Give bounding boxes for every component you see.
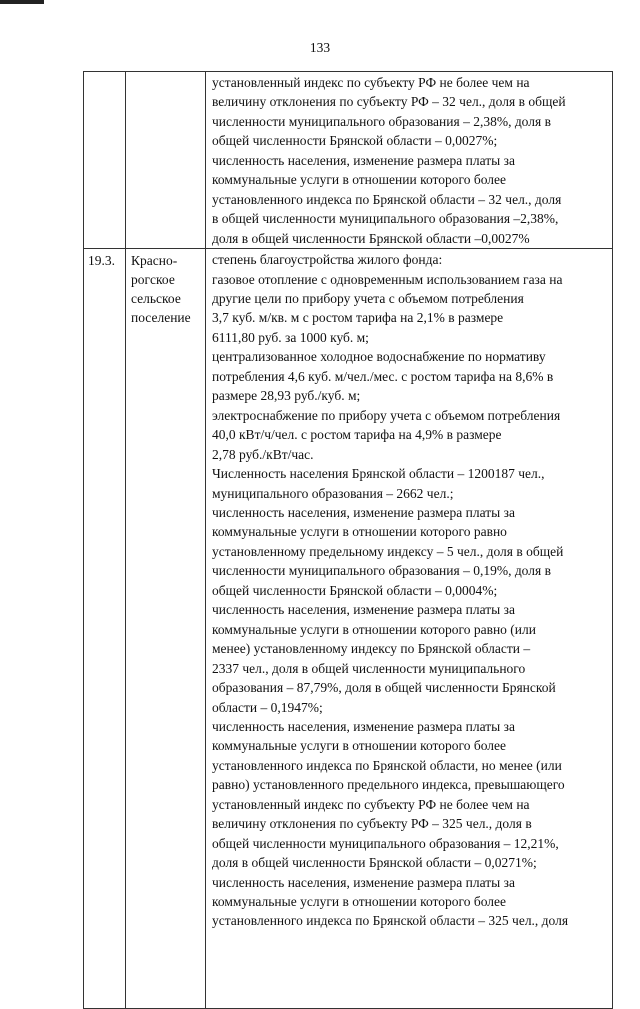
settlement-name: [126, 249, 206, 1009]
text-line: установленного индекса по Брянской области, но менее (или: [212, 757, 562, 773]
text-line: 3,7 куб. м/кв. м с ростом тарифа на 2,1% в размере: [212, 310, 504, 326]
text-line: численность населения, изменение размера платы за: [212, 152, 515, 168]
document-table: [83, 71, 613, 1009]
text-line: установленный индекс по субъекту РФ не более чем на: [212, 796, 530, 812]
text-line: общей численности Брянской области – 0,0027%;: [212, 133, 498, 149]
text-line: численности муниципального образования – 0,19%, доля в: [212, 563, 551, 579]
text-line: газовое отопление с одновременным использованием газа на: [212, 271, 563, 287]
text-line: численности муниципального образования – 2,38%, доля в: [212, 113, 551, 129]
name-line: рогское: [131, 272, 175, 288]
name-line: Красно-: [131, 253, 178, 269]
text-line: 2337 чел., доля в общей численности муниципального: [212, 660, 526, 676]
text-line: величину отклонения по субъекту РФ – 325 чел., доля в: [212, 816, 532, 832]
text-line: 2,78 руб./кВт/час.: [212, 446, 314, 462]
text-line: коммунальные услуги в отношении которого более: [212, 894, 506, 910]
text-line: размере 28,93 руб./куб. м;: [212, 388, 361, 404]
name-line: поселение: [131, 310, 191, 326]
text-line: 40,0 кВт/ч/чел. с ростом тарифа на 4,9% в размере: [212, 427, 502, 443]
text-line: численность населения, изменение размера платы за: [212, 718, 515, 734]
text-line: установленный индекс по субъекту РФ не более чем на: [212, 75, 530, 90]
text-line: области – 0,1947%;: [212, 699, 323, 715]
number-cell: [84, 72, 126, 249]
text-line: электроснабжение по прибору учета с объемом потребления: [212, 407, 561, 423]
text-line: численность населения, изменение размера платы за: [212, 602, 515, 618]
text-line: образования – 87,79%, доля в общей численности Брянской: [212, 680, 556, 696]
name-cell: [126, 72, 206, 249]
text-line: степень благоустройства жилого фонда:: [212, 252, 443, 268]
page-number: 133: [309, 40, 331, 55]
text-line: численность населения, изменение размера платы за: [212, 874, 515, 890]
text-line: установленному предельному индексу – 5 чел., доля в общей: [212, 543, 564, 559]
name-line: сельское: [131, 291, 181, 307]
text-line: доля в общей численности Брянской области – 0,0271%;: [212, 855, 537, 871]
text-line: доля в общей численности Брянской области –0,0027%: [212, 230, 530, 246]
text-line: коммунальные услуги в отношении которого более: [212, 172, 506, 188]
table-row-19-3: [84, 249, 613, 1009]
text-line: величину отклонения по субъекту РФ – 32 чел., доля в общей: [212, 94, 566, 110]
text-line: другие цели по прибору учета с объемом потребления: [212, 290, 524, 306]
text-line: общей численности муниципального образования – 12,21%,: [212, 835, 559, 851]
text-line: централизованное холодное водоснабжение по нормативу: [212, 349, 546, 365]
text-cell: [206, 72, 613, 249]
text-line: коммунальные услуги в отношении которого равно: [212, 524, 507, 540]
text-line: в общей численности муниципального образования –2,38%,: [212, 211, 559, 227]
text-line: коммунальные услуги в отношении которого более: [212, 738, 506, 754]
text-line: Численность населения Брянской области – 1200187 чел.,: [212, 466, 545, 482]
text-line: менее) установленному индексу по Брянской области –: [212, 641, 531, 657]
text-line: общей численности Брянской области – 0,0004%;: [212, 582, 498, 598]
text-line: равно) установленного предельного индекса, превышающего: [212, 777, 565, 793]
row-number: 19.3.: [84, 249, 126, 1009]
corner-mark: [0, 0, 44, 4]
text-line: численность населения, изменение размера платы за: [212, 504, 515, 520]
text-line: установленного индекса по Брянской области – 32 чел., доля: [212, 191, 562, 207]
text-line: коммунальные услуги в отношении которого равно (или: [212, 621, 536, 637]
text-line: потребления 4,6 куб. м/чел./мес. с ростом тарифа на 8,6% в: [212, 368, 554, 384]
text-cell: [206, 249, 613, 1009]
text-line: установленного индекса по Брянской области – 325 чел., доля: [212, 913, 569, 929]
text-line: муниципального образования – 2662 чел.;: [212, 485, 454, 501]
table-row-continuation: [84, 72, 613, 249]
text-line: 6111,80 руб. за 1000 куб. м;: [212, 329, 369, 345]
